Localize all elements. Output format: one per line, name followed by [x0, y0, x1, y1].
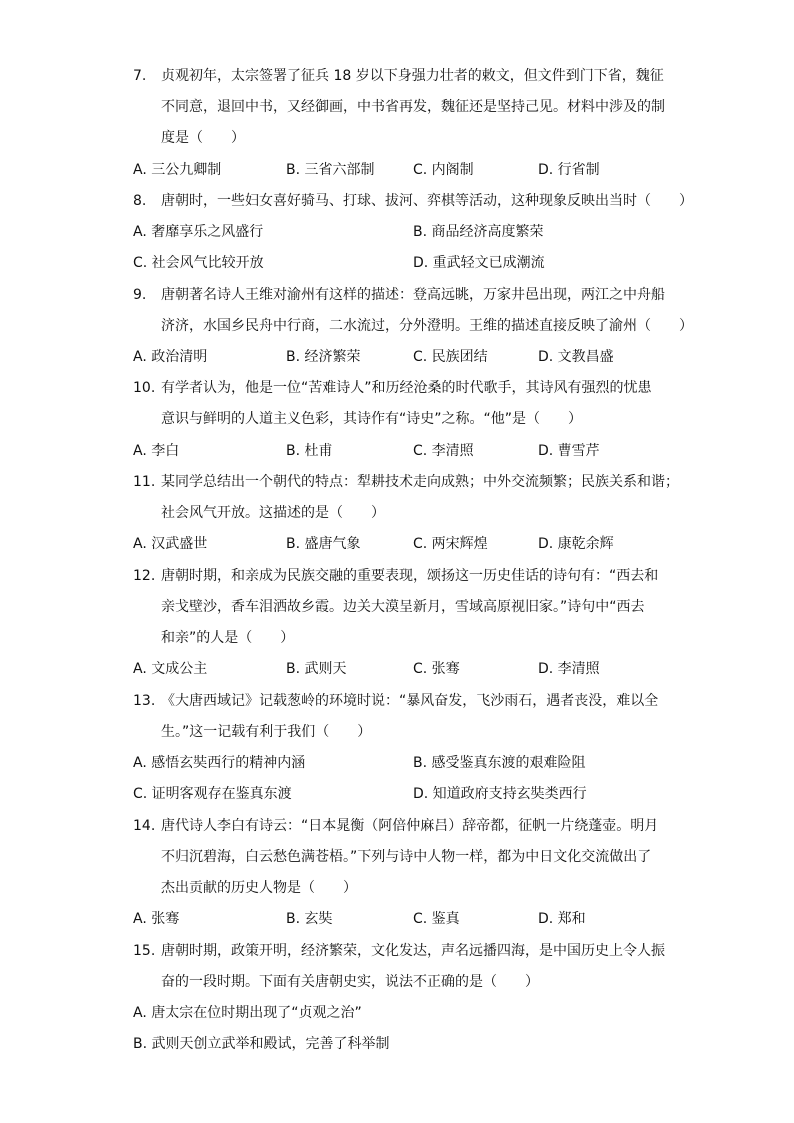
option-d: D. 文教昌盛: [538, 349, 614, 365]
option-d: D. 知道政府支持玄奘类西行: [413, 786, 587, 802]
question-text-line: 和亲”的人是（ ）: [161, 630, 295, 646]
option-c: C. 鉴真: [413, 911, 460, 927]
question-text-line: 唐代诗人李白有诗云：“日本晁衡（阿倍仲麻吕）辞帝都，征帆一片绕蓬壶。明月: [161, 818, 659, 834]
question-number: 9.: [133, 287, 147, 303]
option-a: A. 奢靡享乐之风盛行: [133, 224, 264, 240]
question-number: 13.: [133, 693, 156, 709]
question-text-line: 贞观初年，太宗签署了征兵 18 岁以下身强力壮者的敕文，但文件到门下省，魏征: [161, 68, 664, 84]
question-text-line: 度是（ ）: [161, 130, 245, 146]
question-number: 15.: [133, 943, 156, 959]
option-c: C. 社会风气比较开放: [133, 255, 264, 271]
question-text-line: 有学者认为，他是一位“苦难诗人”和历经沧桑的时代歌手，其诗风有强烈的忧患: [161, 380, 652, 396]
question-text-line: 唐朝时期，政策开明，经济繁荣，文化发达，声名远播四海，是中国历史上令人振: [161, 943, 665, 959]
option-b: B. 杜甫: [286, 443, 333, 459]
option-a: A. 李白: [133, 443, 180, 459]
question-number: 10.: [133, 380, 156, 396]
option-a: A. 政治清明: [133, 349, 208, 365]
question-text-line: 意识与鲜明的人道主义色彩，其诗作有“诗史”之称。“他”是（ ）: [161, 411, 583, 427]
option-c: C. 两宋辉煌: [413, 536, 488, 552]
question-text-line: 亲戈壁沙，香车泪洒故乡霞。边关大漠呈新月，雪域高原视旧家。”诗句中“西去: [161, 599, 645, 615]
question-text-line: 生。”这一记载有利于我们（ ）: [161, 724, 372, 740]
question-text-line: 《大唐西域记》记载葱岭的环境时说：“暴风奋发，飞沙雨石，遇者丧没，难以全: [161, 693, 659, 709]
option-c: C. 内阁制: [413, 162, 474, 178]
option-a: A. 感悟玄奘西行的精神内涵: [133, 755, 306, 771]
option-b: B. 感受鉴真东渡的艰难险阻: [413, 755, 586, 771]
question-text-line: 不同意，退回中书，又经御画，中书省再发，魏征还是坚持己见。材料中涉及的制: [161, 99, 665, 115]
question-number: 12.: [133, 568, 156, 584]
option-a: A. 张骞: [133, 911, 180, 927]
option-b: B. 武则天: [286, 661, 347, 677]
option-c: C. 李清照: [413, 443, 474, 459]
option-b: B. 武则天创立武举和殿试，完善了科举制: [133, 1036, 390, 1052]
option-d: D. 郑和: [538, 911, 586, 927]
option-b: B. 盛唐气象: [286, 536, 361, 552]
question-text-line: 奋的一段时期。下面有关唐朝史实，说法不正确的是（ ）: [161, 974, 539, 990]
question-text-line: 唐朝时期，和亲成为民族交融的重要表现，颂扬这一历史佳话的诗句有：“西去和: [161, 568, 659, 584]
question-text-line: 唐朝时，一些妇女喜好骑马、打球、拔河、弈棋等活动，这种现象反映出当时（ ）: [161, 193, 693, 209]
option-a: A. 三公九卿制: [133, 162, 222, 178]
option-b: B. 商品经济高度繁荣: [413, 224, 544, 240]
option-c: C. 民族团结: [413, 349, 488, 365]
question-number: 14.: [133, 818, 156, 834]
option-b: B. 经济繁荣: [286, 349, 361, 365]
option-c: C. 张骞: [413, 661, 460, 677]
option-a: A. 唐太宗在位时期出现了“贞观之治”: [133, 1005, 362, 1021]
question-number: 8.: [133, 193, 147, 209]
option-d: D. 康乾余辉: [538, 536, 614, 552]
question-text-line: 不归沉碧海，白云愁色满苍梧。”下列与诗中人物一样，都为中日文化交流做出了: [161, 849, 652, 865]
option-a: A. 文成公主: [133, 661, 208, 677]
question-text-line: 济济，水国乡民舟中行商，二水流过，分外澄明。王维的描述直接反映了渝州（ ）: [161, 318, 693, 334]
option-d: D. 重武轻文已成潮流: [413, 255, 545, 271]
question-text-line: 社会风气开放。这描述的是（ ）: [161, 505, 385, 521]
option-d: D. 行省制: [538, 162, 600, 178]
option-d: D. 李清照: [538, 661, 600, 677]
option-c: C. 证明客观存在鉴真东渡: [133, 786, 292, 802]
question-number: 11.: [133, 474, 156, 490]
option-b: B. 玄奘: [286, 911, 333, 927]
option-b: B. 三省六部制: [286, 162, 375, 178]
option-a: A. 汉武盛世: [133, 536, 208, 552]
question-text-line: 某同学总结出一个朝代的特点：犁耕技术走向成熟；中外交流频繁；民族关系和谐；: [161, 474, 679, 490]
question-text-line: 唐朝著名诗人王维对渝州有这样的描述：登高远眺，万家井邑出现，两江之中舟船: [161, 287, 665, 303]
option-d: D. 曹雪芹: [538, 443, 600, 459]
question-number: 7.: [133, 68, 147, 84]
question-text-line: 杰出贡献的历史人物是（ ）: [161, 880, 357, 896]
